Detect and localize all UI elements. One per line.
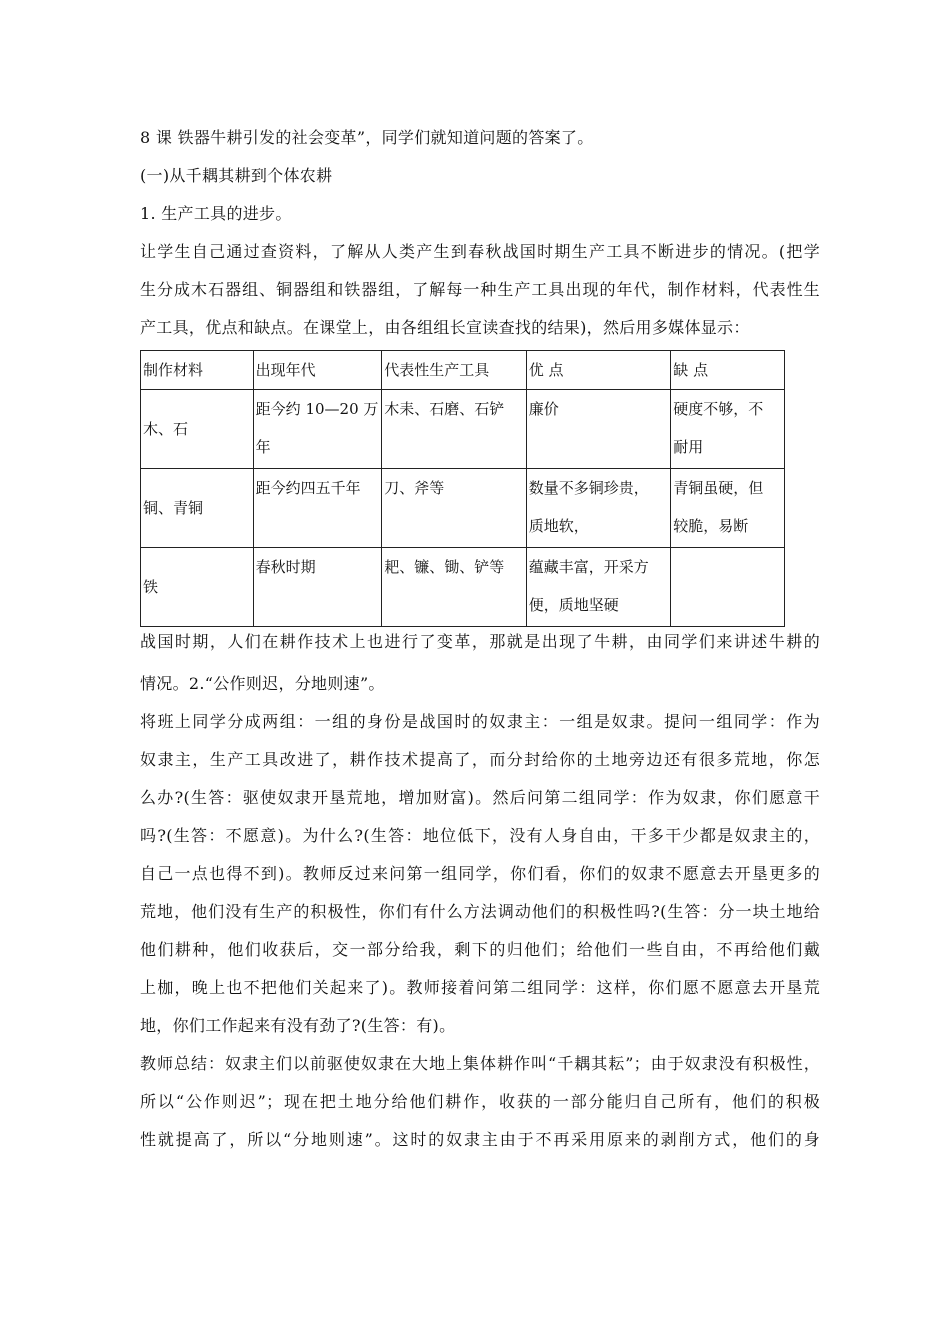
paragraph-line-11: 自己一点也得不到)。教师反过来问第一组同学，你们看，你们的奴隶不愿意去开垦更多的 xyxy=(140,864,820,883)
table-cell-pros: 数量不多铜珍贵， 质地软， xyxy=(526,469,671,548)
paragraph-line-13: 他们耕种，他们收获后，交一部分给我，剩下的归他们；给他们一些自由，不再给他们戴 xyxy=(140,940,820,959)
production-tools-table xyxy=(140,350,785,627)
paragraph-line-14: 上枷，晚上也不把他们关起来了)。教师接着问第二组同学：这样，你们愿不愿意去开垦荒 xyxy=(140,978,820,997)
paragraph-line-17: 所以“公作则迟”；现在把土地分给他们耕作，收获的一部分能归自己所有，他们的积极 xyxy=(140,1092,820,1111)
table-header-cell: 优 点 xyxy=(526,351,671,390)
table-cell-era: 距今约四五千年 xyxy=(253,469,382,548)
paragraph-line-16: 教师总结：奴隶主们以前驱使奴隶在大地上集体耕作叫“千耦其耘”；由于奴隶没有积极性， xyxy=(140,1054,820,1073)
table-row xyxy=(141,390,785,469)
table-header-cell: 出现年代 xyxy=(253,351,382,390)
paragraph-line-10: 吗?(生答：不愿意)。为什么?(生答：地位低下，没有人身自由，干多干少都是奴隶主的， xyxy=(140,826,820,845)
table-header-cell: 制作材料 xyxy=(141,351,254,390)
section-heading: (一)从千耦其耕到个体农耕 xyxy=(140,166,333,185)
paragraph-line-6: 情况。2.“公作则迟，分地则速”。 xyxy=(140,674,385,693)
document-page xyxy=(140,0,820,1344)
table-cell-tools: 刀、斧等 xyxy=(382,469,527,548)
table-cell-material: 木、石 xyxy=(141,390,254,469)
table-cell-material: 铁 xyxy=(141,548,254,627)
table-cell-cons: 硬度不够，不 耐用 xyxy=(671,390,785,469)
table-header-row xyxy=(141,351,785,390)
table-cell-material: 铜、青铜 xyxy=(141,469,254,548)
paragraph-line-2: 让学生自己通过查资料，了解从人类产生到春秋战国时期生产工具不断进步的情况。(把学 xyxy=(140,242,820,261)
subsection-heading: 1. 生产工具的进步。 xyxy=(140,204,292,223)
paragraph-line-9: 么办?(生答：驱使奴隶开垦荒地，增加财富)。然后问第二组同学：作为奴隶，你们愿意干 xyxy=(140,788,820,807)
table-row xyxy=(141,469,785,548)
paragraph-line-8: 奴隶主，生产工具改进了，耕作技术提高了，而分封给你的土地旁边还有很多荒地，你怎 xyxy=(140,750,820,769)
paragraph-line-12: 荒地，他们没有生产的积极性，你们有什么方法调动他们的积极性吗?(生答：分一块土地给 xyxy=(140,902,820,921)
table-header-cell: 缺 点 xyxy=(671,351,785,390)
paragraph-line-18: 性就提高了，所以“分地则速”。这时的奴隶主由于不再采用原来的剥削方式，他们的身 xyxy=(140,1130,820,1149)
table-cell-era: 春秋时期 xyxy=(253,548,382,627)
table-cell-tools: 木耒、石磨、石铲 xyxy=(382,390,527,469)
paragraph-line-15: 地，你们工作起来有没有劲了?(生答：有)。 xyxy=(140,1016,456,1035)
paragraph-line-4: 产工具，优点和缺点。在课堂上，由各组组长宣读查找的结果)，然后用多媒体显示： xyxy=(140,318,750,337)
table-header-cell: 代表性生产工具 xyxy=(382,351,527,390)
table-cell-pros: 蕴藏丰富，开采方 便，质地坚硬 xyxy=(526,548,671,627)
table-cell-era: 距今约 10—20 万 年 xyxy=(253,390,382,469)
table-cell-cons: 青铜虽硬，但 较脆，易断 xyxy=(671,469,785,548)
paragraph-line-1: 8 课 铁器牛耕引发的社会变革”，同学们就知道问题的答案了。 xyxy=(140,128,594,147)
table-cell-cons xyxy=(671,548,785,627)
paragraph-line-5: 战国时期，人们在耕作技术上也进行了变革，那就是出现了牛耕，由同学们来讲述牛耕的 xyxy=(140,632,820,651)
table-row xyxy=(141,548,785,627)
paragraph-line-7: 将班上同学分成两组：一组的身份是战国时的奴隶主：一组是奴隶。提问一组同学：作为 xyxy=(140,712,820,731)
table-cell-tools: 耙、镰、锄、铲等 xyxy=(382,548,527,627)
paragraph-line-3: 生分成木石器组、铜器组和铁器组，了解每一种生产工具出现的年代，制作材料，代表性生 xyxy=(140,280,820,299)
table-cell-pros: 廉价 xyxy=(526,390,671,469)
